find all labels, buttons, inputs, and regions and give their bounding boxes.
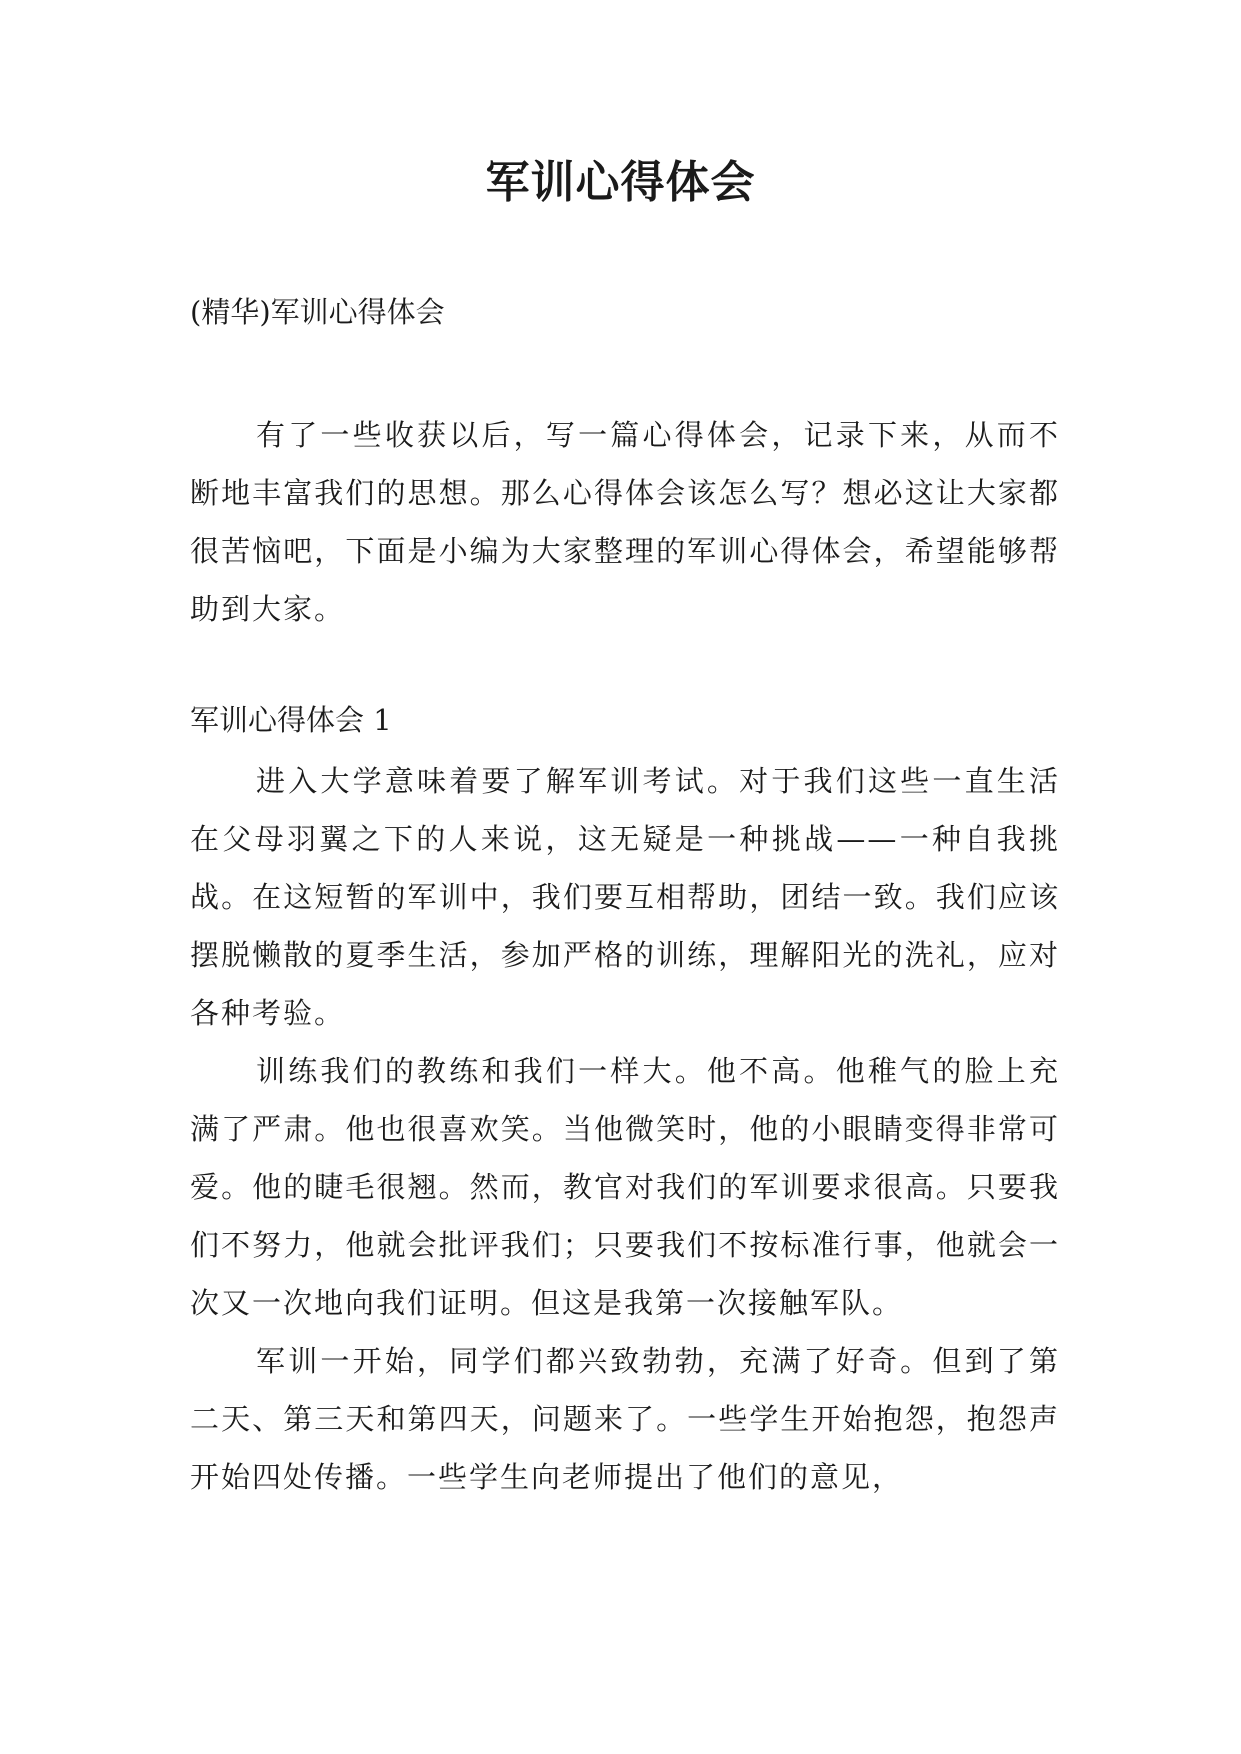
intro-paragraph: 有了一些收获以后，写一篇心得体会，记录下来，从而不断地丰富我们的思想。那么心得体会该怎么写？想必这让大家都很苦恼吧，下面是小编为大家整理的军训心得体会，希望能够帮助到大家。 bbox=[190, 418, 1060, 626]
section-heading: 军训心得体会 1 bbox=[190, 703, 392, 737]
body-paragraph: 训练我们的教练和我们一样大。他不高。他稚气的脸上充满了严肃。他也很喜欢笑。当他微笑时，他的小眼睛变得非常可爱。他的睫毛很翘。然而，教官对我们的军训要求很高。只要我们不努力，他就会批评我们；只要我们不按标准行事，他就会一次又一次地向我们证明。但这是我第一次接触军队。 bbox=[190, 1054, 1060, 1320]
body-paragraph: 军训一开始，同学们都兴致勃勃，充满了好奇。但到了第二天、第三天和第四天，问题来了。一些学生开始抱怨，抱怨声开始四处传播。一些学生向老师提出了他们的意见， bbox=[190, 1344, 1060, 1494]
section-body bbox=[190, 752, 1060, 1506]
document-title: 军训心得体会 bbox=[485, 157, 756, 208]
document-subtitle: (精华)军训心得体会 bbox=[190, 295, 445, 329]
body-paragraph: 进入大学意味着要了解军训考试。对于我们这些一直生活在父母羽翼之下的人来说，这无疑是一种挑战——一种自我挑战。在这短暂的军训中，我们要互相帮助，团结一致。我们应该摆脱懒散的夏季生活，参加严格的训练，理解阳光的洗礼，应对各种考验。 bbox=[190, 764, 1060, 1030]
